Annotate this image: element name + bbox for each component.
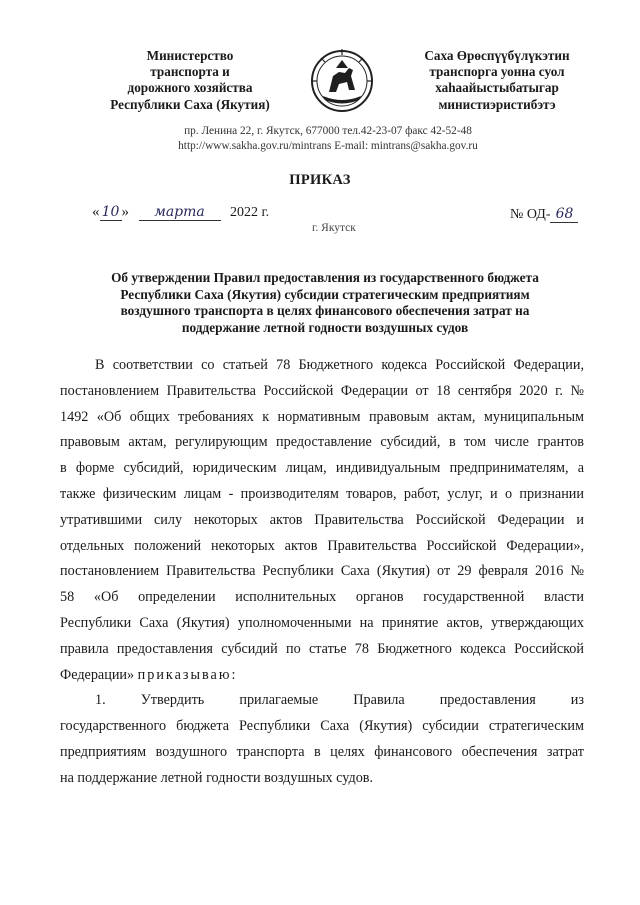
order-title xyxy=(80,270,570,336)
order-body xyxy=(60,353,584,792)
header-right-line: хаhаайыстыбатыгар xyxy=(435,80,559,96)
ministry-name-yakut xyxy=(384,48,610,113)
body-line: Республики Саха (Якутия) уполномоченными на принятие актов, утверждающих xyxy=(60,614,584,631)
title-line: Республики Саха (Якутия) субсидии стратегическим предприятиям xyxy=(120,286,530,302)
contact-block xyxy=(118,124,538,153)
item-1-line: на поддержание летной годности воздушных судов. xyxy=(60,769,374,786)
title-line: Об утверждении Правил предоставления из государственного бюджета xyxy=(111,270,539,285)
body-line: В соответствии со статьей 78 Бюджетного кодекса Российской Федерации, xyxy=(95,357,584,373)
date-close-quote: » xyxy=(121,204,129,220)
ministry-name-russian xyxy=(90,48,290,113)
body-last-prefix: Федерации» xyxy=(60,666,138,683)
document-number-prefix: № ОД- xyxy=(510,207,551,222)
date-open-quote: « xyxy=(92,204,100,220)
title-line: воздушного транспорта в целях финансового обеспечения затрат на xyxy=(120,303,530,318)
item-1-line: 1. Утвердить прилагаемые Правила предоставления из xyxy=(95,692,584,709)
contacts-line: http://www.sakha.gov.ru/mintrans E-mail: mintrans@sakha.gov.ru xyxy=(178,139,478,152)
document-number-value: 68 xyxy=(550,206,578,223)
body-line: в форме субсидий, юридическим лицам, индивидуальным предпринимателям, а xyxy=(60,460,584,477)
date-day: 10 xyxy=(100,204,122,221)
document-type-title: ПРИКАЗ xyxy=(289,172,351,188)
header-right-line: министиэристибэтэ xyxy=(438,96,556,112)
header-right-line: транспорга уонна суол xyxy=(429,64,565,80)
header-right-line: Саха Өрөспүүбүлүкэтин xyxy=(424,48,570,63)
date-year: 2022 г. xyxy=(230,205,270,220)
title-line: поддержание летной годности воздушных судов xyxy=(181,319,469,335)
item-1-line: государственного бюджета Республики Саха (Якутия) субсидии стратегическим xyxy=(60,718,584,735)
body-line: правила предоставления субсидий по статье 78 Бюджетного кодекса Российской xyxy=(60,640,584,657)
body-line-last xyxy=(60,663,584,689)
body-line: отдельных положений некоторых актов Правительства Российской Федерации», xyxy=(60,537,584,554)
header-left-line: дорожного хозяйства xyxy=(127,80,253,96)
header-left-line: Республики Саха (Якутия) xyxy=(110,96,270,112)
body-line: 1492 «Об общих требованиях к нормативным правовым актам, муниципальным xyxy=(60,408,584,425)
body-line: правовым актам, регулирующим предоставление субсидий, в том числе грантов xyxy=(60,434,584,451)
address-line: пр. Ленина 22, г. Якутск, 677000 тел.42-23-07 факс 42-52-48 xyxy=(184,125,472,137)
document-number xyxy=(510,206,578,223)
decree-word: приказываю: xyxy=(137,666,238,683)
body-line: постановлением Правительства Республики Саха (Якутия) от 29 февраля 2016 № xyxy=(60,563,584,580)
body-line: также физическим лицам - производителям товаров, работ, услуг, и о признании xyxy=(60,485,584,502)
date-month: марта xyxy=(139,204,221,221)
document-date xyxy=(92,204,269,226)
body-line: утратившими силу некоторых актов Правительства Российской Федерации и xyxy=(60,511,584,528)
document-city: г. Якутск xyxy=(312,222,356,234)
header-left-line: Министерство xyxy=(146,48,234,63)
coat-of-arms-emblem xyxy=(309,46,375,116)
header-left-line: транспорта и xyxy=(150,64,230,80)
body-line: 58 «Об определении исполнительных органов государственной власти xyxy=(60,589,584,606)
body-line: постановлением Правительства Российской Федерации от 18 сентября 2020 г. № xyxy=(60,382,584,399)
item-1-line: предприятиям воздушного транспорта в целях финансового обеспечения затрат xyxy=(60,743,584,760)
